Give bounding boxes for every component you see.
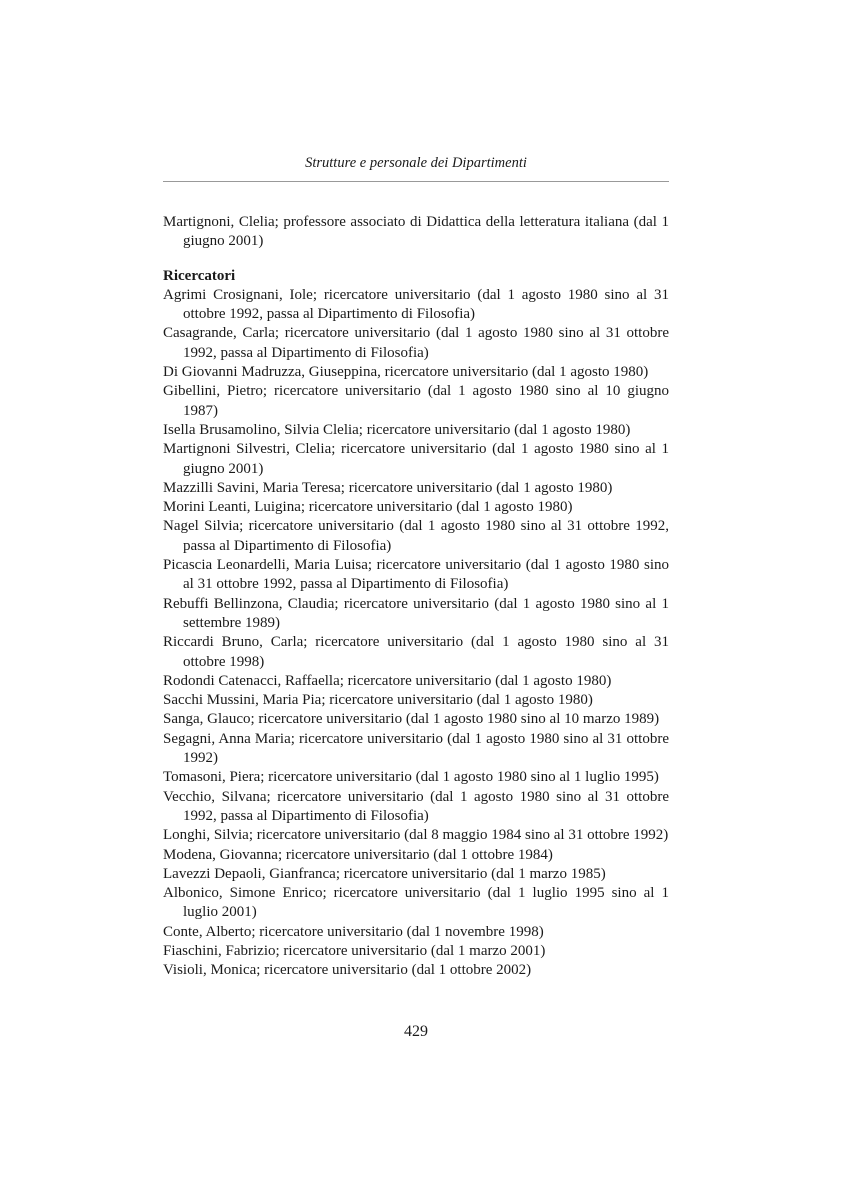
list-item: Fiaschini, Fabrizio; ricercatore universitario (dal 1 marzo 2001) xyxy=(163,942,546,959)
list-item: Martignoni Silvestri, Clelia; ricercatore universitario (dal 1 agosto 1980 sino al 1 giugno 2001) xyxy=(163,441,669,477)
list-item: Rodondi Catenacci, Raffaella; ricercatore universitario (dal 1 agosto 1980) xyxy=(163,672,612,689)
list-item: Rebuffi Bellinzona, Claudia; ricercatore universitario (dal 1 agosto 1980 sino al 1 settembre 1989) xyxy=(163,595,669,631)
list-item: Sacchi Mussini, Maria Pia; ricercatore universitario (dal 1 agosto 1980) xyxy=(163,692,593,709)
section-title: Ricercatori xyxy=(163,267,236,284)
list-item: Morini Leanti, Luigina; ricercatore universitario (dal 1 agosto 1980) xyxy=(163,499,573,516)
list-item: Tomasoni, Piera; ricercatore universitario (dal 1 agosto 1980 sino al 1 luglio 1995) xyxy=(163,769,659,786)
list-item: Sanga, Glauco; ricercatore universitario (dal 1 agosto 1980 sino al 10 marzo 1989) xyxy=(163,711,660,728)
list-item: Albonico, Simone Enrico; ricercatore universitario (dal 1 luglio 1995 sino al 1 luglio 2001) xyxy=(163,885,669,921)
list-item: Longhi, Silvia; ricercatore universitario (dal 8 maggio 1984 sino al 31 ottobre 1992) xyxy=(163,827,669,844)
running-header: Strutture e personale dei Dipartimenti xyxy=(305,155,527,171)
list-item: Lavezzi Depaoli, Gianfranca; ricercatore universitario (dal 1 marzo 1985) xyxy=(163,865,606,882)
list-item: Riccardi Bruno, Carla; ricercatore universitario (dal 1 agosto 1980 sino al 31 ottobre 1998) xyxy=(163,634,669,670)
list-item: Vecchio, Silvana; ricercatore universitario (dal 1 agosto 1980 sino al 31 ottobre 1992, passa al Dipartimento di Filosofia) xyxy=(163,788,669,824)
list-item: Mazzilli Savini, Maria Teresa; ricercatore universitario (dal 1 agosto 1980) xyxy=(163,479,613,496)
entry-list xyxy=(163,286,669,981)
list-item: Picascia Leonardelli, Maria Luisa; ricercatore universitario (dal 1 agosto 1980 sino al 31 ottobre 1992, passa al Dipartimento di Filosofia) xyxy=(163,557,669,593)
list-item: Segagni, Anna Maria; ricercatore universitario (dal 1 agosto 1980 sino al 31 ottobre 1992) xyxy=(163,730,669,767)
list-item: Isella Brusamolino, Silvia Clelia; ricercatore universitario (dal 1 agosto 1980) xyxy=(163,421,631,438)
page-number: 429 xyxy=(404,1023,428,1040)
list-item: Agrimi Crosignani, Iole; ricercatore universitario (dal 1 agosto 1980 sino al 31 ottobre 1992, passa al Dipartimento di Filosofia) xyxy=(163,286,669,323)
list-item: Gibellini, Pietro; ricercatore universitario (dal 1 agosto 1980 sino al 10 giugno 1987) xyxy=(163,383,669,419)
list-item: Visioli, Monica; ricercatore universitario (dal 1 ottobre 2002) xyxy=(163,962,532,979)
intro-entry: Martignoni, Clelia; professore associato di Didattica della letteratura italiana (dal 1 giugno 2001) xyxy=(163,214,669,250)
page-body xyxy=(163,213,669,981)
list-item: Nagel Silvia; ricercatore universitario (dal 1 agosto 1980 sino al 31 ottobre 1992, passa al Dipartimento di Filosofia) xyxy=(163,518,669,554)
list-item: Conte, Alberto; ricercatore universitario (dal 1 novembre 1998) xyxy=(163,923,544,940)
list-item: Di Giovanni Madruzza, Giuseppina, ricercatore universitario (dal 1 agosto 1980) xyxy=(163,364,649,381)
header-rule xyxy=(163,181,669,182)
list-item: Casagrande, Carla; ricercatore universitario (dal 1 agosto 1980 sino al 31 ottobre 1992, passa al Dipartimento di Filosofia) xyxy=(163,325,669,361)
list-item: Modena, Giovanna; ricercatore universitario (dal 1 ottobre 1984) xyxy=(163,846,553,863)
